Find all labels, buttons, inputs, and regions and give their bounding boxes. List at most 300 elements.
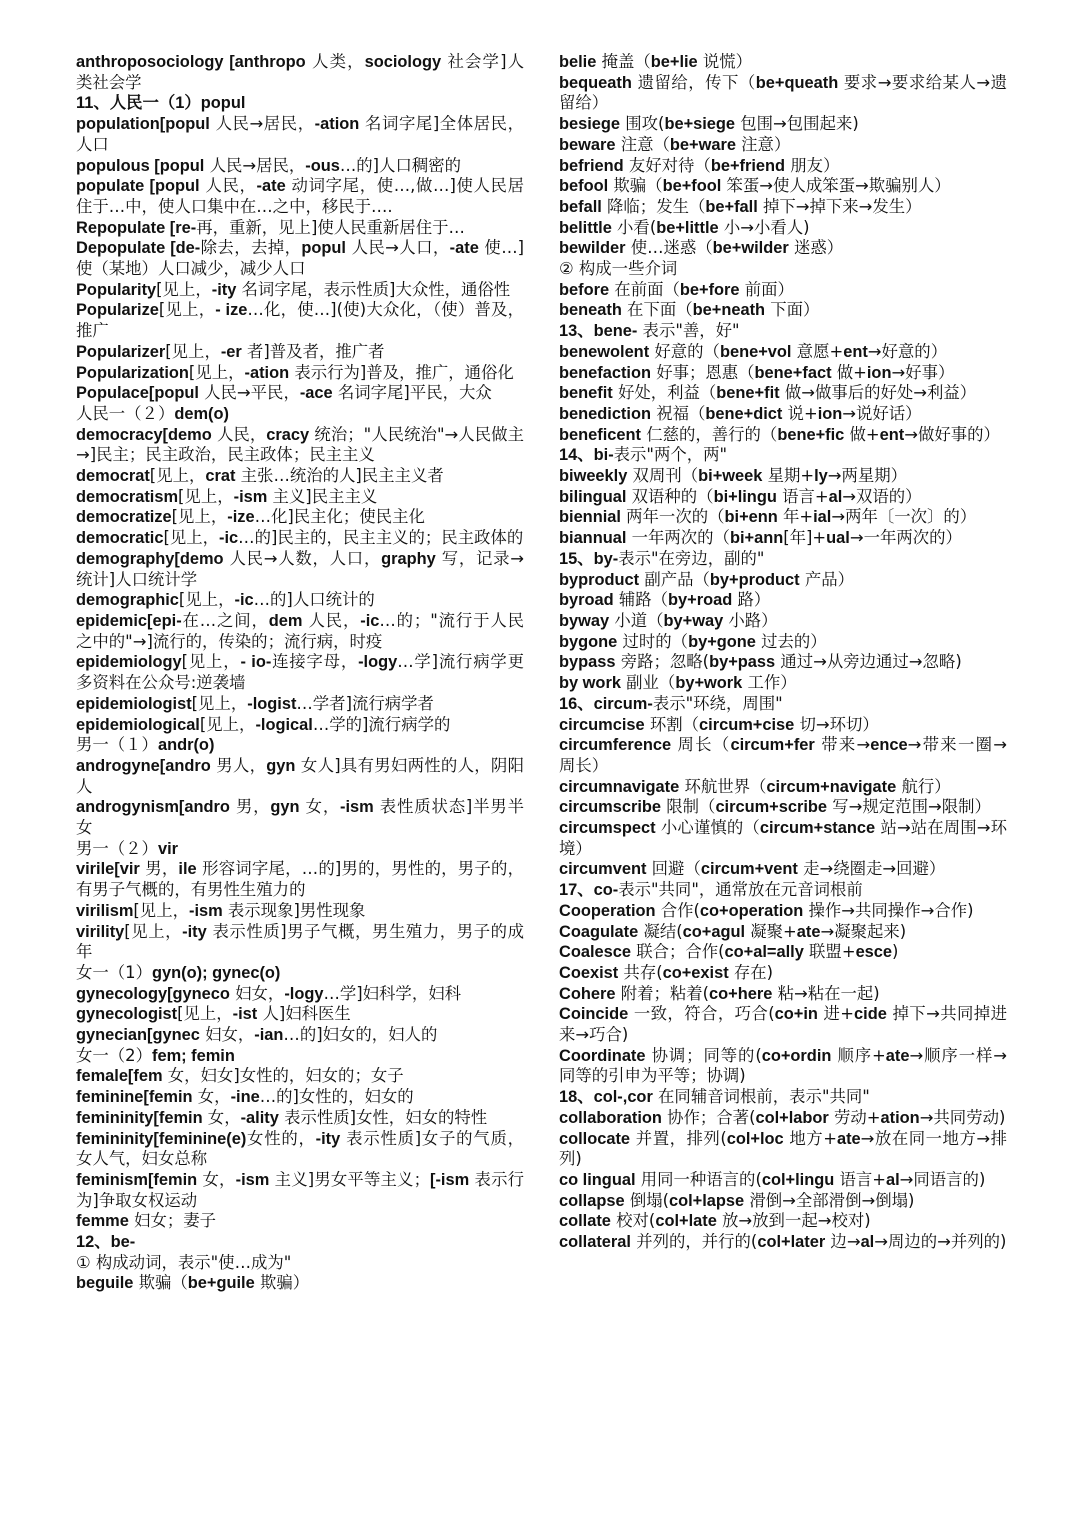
entry-gloss: 女性的， xyxy=(246,1128,316,1148)
entry-gloss: →顺序一样→同等的引申为平等；协调) xyxy=(559,1045,1007,1086)
vocab-entry xyxy=(559,52,1007,73)
entry-term: -ate xyxy=(449,239,479,258)
entry-gloss: 倒塌( xyxy=(624,1190,669,1210)
entry-term: Popularize xyxy=(76,301,159,320)
entry-gloss: 站→站在周围→环境） xyxy=(559,818,1007,858)
entry-term: co+exist xyxy=(662,963,729,982)
vocab-entry xyxy=(76,984,524,1005)
entry-term: co lingual xyxy=(559,1170,636,1189)
entry-term: graphy xyxy=(381,549,436,568)
entry-term: collaboration xyxy=(559,1108,662,1127)
entry-gloss: 过去的） xyxy=(755,631,827,651)
entry-gloss: 在下面（ xyxy=(621,300,693,320)
entry-term: democracy[demo xyxy=(76,425,212,444)
entry-term: ile xyxy=(178,860,197,879)
vocab-entry xyxy=(76,280,524,301)
entry-gloss: 妇女， xyxy=(199,1025,255,1045)
vocab-entry xyxy=(559,321,1007,342)
entry-term: be+friend xyxy=(710,156,786,175)
vocab-entry xyxy=(559,238,1007,259)
vocab-entry xyxy=(76,859,524,900)
entry-term: be+lie xyxy=(650,53,698,71)
entry-term: gynecology[gyneco xyxy=(76,984,230,1003)
vocab-entry xyxy=(559,715,1007,736)
entry-term: population[popul xyxy=(76,115,210,134)
entry-term: circum+scribe xyxy=(715,798,828,817)
entry-gloss: [见上， xyxy=(181,652,241,672)
entry-gloss: …化]民主化；使民主化 xyxy=(254,507,425,527)
vocab-entry xyxy=(559,135,1007,156)
vocab-entry xyxy=(76,114,524,155)
vocab-entry xyxy=(76,1232,524,1253)
entry-gloss: [见上， xyxy=(158,300,216,320)
entry-gloss: 放→放到一起→校对) xyxy=(716,1211,871,1231)
entry-term: ion xyxy=(866,363,892,382)
vocab-entry xyxy=(559,507,1007,528)
vocab-entry xyxy=(76,1108,524,1129)
vocab-entry xyxy=(76,218,524,239)
entry-gloss: 表示"环绕，周围" xyxy=(652,693,783,713)
entry-gloss: 名词字尾]平民，大众 xyxy=(332,383,492,403)
entry-term: col+lapse xyxy=(669,1191,745,1210)
entry-gloss: 在前面（ xyxy=(609,279,680,299)
entry-term: benewolent xyxy=(559,342,650,361)
entry-term: be+ware xyxy=(669,135,736,154)
entry-gloss: 表示"两个，两" xyxy=(613,445,728,465)
entry-gloss: 掉下→共同掉进来→巧合) xyxy=(559,1004,1007,1045)
entry-term: bewilder xyxy=(559,239,626,258)
entry-gloss: 迷惑） xyxy=(788,238,844,258)
entry-gloss: 航行） xyxy=(896,776,951,796)
entry-gloss: 动词字尾，使…,做…]使人民居住于…中，使人口集中在…之中，移民于…. xyxy=(76,176,524,216)
entry-term: al xyxy=(860,1233,875,1252)
entry-term: co+here xyxy=(709,984,773,1003)
entry-term: -ality xyxy=(240,1108,279,1127)
entry-term: co+al=ally xyxy=(724,943,804,962)
entry-gloss: 欺骗） xyxy=(254,1273,310,1293)
entry-gloss: 凝聚+ xyxy=(745,921,797,941)
entry-gloss: 笨蛋→使人成笨蛋→欺骗别人） xyxy=(721,176,951,196)
vocab-entry xyxy=(559,114,1007,135)
entry-term: byroad xyxy=(559,591,614,610)
entry-gloss: ① 构成动词，表示"使…成为" xyxy=(76,1252,292,1272)
entry-gloss: 注意） xyxy=(735,134,791,154)
entry-gloss: 语言+ xyxy=(834,1169,886,1189)
entry-term: by work xyxy=(559,674,621,693)
entry-term: ial xyxy=(813,508,832,527)
entry-term: -ism xyxy=(340,798,374,817)
vocab-entry xyxy=(559,984,1007,1005)
entry-term: dem(o) xyxy=(174,404,229,423)
entry-term: Coagulate xyxy=(559,922,639,941)
entry-gloss: 女一（2） xyxy=(76,1045,152,1065)
entry-term: 12、be- xyxy=(76,1233,136,1252)
entry-gloss: 做+ xyxy=(831,362,867,382)
entry-term: circumference xyxy=(559,736,672,755)
vocab-entry xyxy=(76,383,524,404)
entry-gloss: 女， xyxy=(202,1107,241,1127)
vocab-entry xyxy=(559,818,1007,859)
entry-term: crat xyxy=(205,467,236,486)
entry-term: Coincide xyxy=(559,1005,629,1024)
vocab-entry xyxy=(559,342,1007,363)
entry-term: Cooperation xyxy=(559,901,656,920)
vocab-entry xyxy=(76,342,524,363)
entry-term: gyn xyxy=(270,798,300,817)
entry-term: -ian xyxy=(254,1026,284,1045)
entry-term: co+in xyxy=(774,1005,818,1024)
entry-term: sociology xyxy=(364,53,442,71)
entry-gloss: [见上， xyxy=(133,900,189,920)
entry-gloss: 祝福（ xyxy=(650,403,706,423)
entry-term: ate xyxy=(885,1046,910,1065)
entry-gloss: 进+ xyxy=(817,1004,855,1024)
entry-gloss: 主义]民主主义 xyxy=(267,486,378,506)
entry-gloss: 滑倒→全部滑倒→倒塌) xyxy=(744,1190,915,1210)
entry-term: by+road xyxy=(668,591,733,610)
entry-gloss: 副业（ xyxy=(620,673,676,693)
entry-term: biweekly xyxy=(559,467,628,486)
entry-term: by+work xyxy=(675,674,743,693)
entry-gloss: 人类， xyxy=(305,52,365,71)
entry-term: circumspect xyxy=(559,819,656,838)
entry-term: femininity[feminine(e) xyxy=(76,1129,247,1148)
entry-term: -logy xyxy=(358,653,398,672)
entry-gloss: 在同辅音词根前，表示"共同" xyxy=(652,1087,870,1107)
entry-gloss: 人民， xyxy=(302,610,361,630)
entry-term: be+siege xyxy=(664,115,736,134)
vocab-entry xyxy=(76,1087,524,1108)
entry-gloss: 形容词字尾，…的]男的，男性的，男子的，有男子气概的，有男性生殖力的 xyxy=(76,859,524,900)
entry-gloss: →说好话） xyxy=(842,403,922,423)
entry-term: -ine xyxy=(230,1088,260,1107)
entry-gloss: 劳动+ xyxy=(828,1107,881,1127)
vocab-entry xyxy=(76,363,524,384)
entry-gloss: 欺骗（ xyxy=(608,176,663,196)
entry-gloss: …的；"流行于人民之中的"→]流行的，传染的；流行病，时疫 xyxy=(76,610,525,651)
entry-term: fem; femin xyxy=(152,1046,235,1065)
entry-term: biennial xyxy=(559,508,621,527)
entry-gloss: 女， xyxy=(299,797,341,817)
entry-term: benediction xyxy=(559,404,651,423)
entry-gloss: 旁路；忽略( xyxy=(615,652,710,672)
entry-term: virility xyxy=(76,922,125,941)
vocab-entry xyxy=(559,156,1007,177)
vocab-entry xyxy=(559,963,1007,984)
entry-term: bene+vol xyxy=(719,342,792,361)
entry-term: -ism xyxy=(235,1170,270,1189)
entry-term: benefaction xyxy=(559,363,651,382)
entry-gloss: 顺序+ xyxy=(831,1045,886,1065)
entry-term: gynecologist xyxy=(76,1005,178,1024)
entry-gloss: 路） xyxy=(732,590,771,610)
vocab-entry xyxy=(559,300,1007,321)
entry-term: benefit xyxy=(559,384,613,403)
vocab-entry xyxy=(559,859,1007,880)
vocab-entry xyxy=(76,756,524,797)
entry-term: col+late xyxy=(655,1212,717,1231)
entry-term: -logist xyxy=(247,694,297,713)
entry-term: virilism xyxy=(76,901,134,920)
entry-gloss: 除去，去掉， xyxy=(200,238,302,258)
entry-term: by+product xyxy=(709,570,800,589)
entry-gloss: 表示现象]男性现象 xyxy=(222,900,366,920)
entry-gloss: 做+ xyxy=(844,424,880,444)
entry-term: gyn(o); gynec(o) xyxy=(152,963,281,982)
entry-gloss: 协调；同等的( xyxy=(645,1045,762,1065)
vocab-entry xyxy=(559,1170,1007,1191)
entry-term: by+way xyxy=(663,611,724,630)
entry-gloss: 人民一（２） xyxy=(76,403,175,423)
entry-term: -ic xyxy=(234,591,254,610)
entry-term: bilingual xyxy=(559,487,627,506)
entry-gloss: 地方+ xyxy=(783,1128,837,1148)
vocab-entry xyxy=(76,466,524,487)
entry-term: circumnavigate xyxy=(559,777,680,796)
entry-term: androgyne[andro xyxy=(76,756,211,775)
entry-term: Cohere xyxy=(559,984,616,1003)
entry-gloss: 妇女；妻子 xyxy=(128,1211,217,1231)
entry-term: - io- xyxy=(240,653,272,672)
entry-gloss: 好处，利益（ xyxy=(612,383,717,403)
entry-term: be+fool xyxy=(662,177,722,196)
entry-gloss: 两年一次的（ xyxy=(620,507,725,527)
entry-term: Repopulate [re- xyxy=(76,218,197,237)
entry-term: gynecian[gynec xyxy=(76,1026,200,1045)
entry-term: bene+dict xyxy=(705,404,783,423)
entry-gloss: 回避（ xyxy=(646,859,701,879)
entry-gloss: …学的]流行病学的 xyxy=(312,714,451,734)
entry-gloss: 存在) xyxy=(728,962,774,982)
entry-term: befool xyxy=(559,177,609,196)
entry-term: 11、人民一（1）popul xyxy=(76,94,246,113)
entry-gloss: 切→环切） xyxy=(794,714,879,734)
vocab-entry xyxy=(559,259,1007,280)
entry-term: -ity xyxy=(315,1129,341,1148)
entry-gloss: [见上， xyxy=(156,279,212,299)
entry-term: androgynism[andro xyxy=(76,798,230,817)
entry-term: byproduct xyxy=(559,570,640,589)
vocab-entry xyxy=(559,73,1007,114)
vocab-entry xyxy=(76,1273,524,1294)
entry-term: -ic xyxy=(219,529,239,548)
entry-gloss: ) xyxy=(892,942,899,962)
entry-gloss: 遗留给，传下（ xyxy=(631,72,756,92)
entry-gloss: 下面） xyxy=(765,300,820,320)
entry-term: circum+navigate xyxy=(766,777,897,796)
entry-gloss: →同语言的) xyxy=(899,1169,986,1189)
entry-gloss: 前面） xyxy=(739,279,794,299)
entry-gloss: →周边的→并列的) xyxy=(874,1232,1007,1252)
entry-gloss: 表性质状态]半男半女 xyxy=(76,797,524,838)
vocab-entry xyxy=(559,797,1007,818)
vocab-entry xyxy=(76,611,524,652)
entry-gloss: ② 构成一些介词 xyxy=(559,259,678,279)
entry-gloss: 降临；发生（ xyxy=(601,196,706,216)
entry-term: -er xyxy=(220,342,242,361)
entry-term: 16、circum- xyxy=(559,694,653,713)
entry-gloss: 写→规定范围→限制） xyxy=(827,797,991,817)
entry-gloss: …化，使…](使)大众化，（使）普及，推广 xyxy=(76,300,524,341)
entry-gloss: 使…]使（某地）人口减少，减少人口 xyxy=(76,238,525,279)
entry-term: anthroposociology [anthropo xyxy=(76,53,306,71)
entry-term: epidemiologist xyxy=(76,694,192,713)
vocab-entry xyxy=(559,880,1007,901)
entry-term: femme xyxy=(76,1212,129,1231)
entry-gloss: 人民→人数，人口， xyxy=(223,548,382,568)
entry-term: ion xyxy=(817,404,843,423)
entry-gloss: 联合；合作( xyxy=(630,942,725,962)
entry-term: gyn xyxy=(266,756,296,775)
vocab-entry xyxy=(559,570,1007,591)
entry-gloss: →一年两次的） xyxy=(849,528,962,548)
vocab-entry xyxy=(559,528,1007,549)
entry-gloss: 女，妇女]女性的，妇女的；女子 xyxy=(162,1066,404,1086)
entry-term: Popularity xyxy=(76,280,157,299)
vocab-entry xyxy=(559,632,1007,653)
entry-gloss: →双语的） xyxy=(842,486,922,506)
vocab-entry xyxy=(559,363,1007,384)
entry-gloss: [见上， xyxy=(124,921,183,941)
entry-gloss: 使…迷惑（ xyxy=(625,238,713,258)
entry-term: cracy xyxy=(266,425,310,444)
entry-gloss: 名词字尾，表示性质]大众性，通俗性 xyxy=(236,279,511,299)
vocab-entry xyxy=(559,777,1007,798)
vocab-entry xyxy=(76,715,524,736)
entry-term: -logy xyxy=(284,984,324,1003)
entry-gloss: 连接字母， xyxy=(271,652,359,672)
entry-gloss: 朋友） xyxy=(785,155,840,175)
entry-term: beguile xyxy=(76,1274,134,1293)
entry-gloss: …的]妇女的，妇人的 xyxy=(283,1025,438,1045)
vocab-entry xyxy=(559,901,1007,922)
entry-gloss: →放在同一地方→排列) xyxy=(559,1128,1007,1169)
entry-term: ent xyxy=(879,425,905,444)
vocab-entry xyxy=(559,942,1007,963)
entry-term: bi+week xyxy=(698,467,763,486)
entry-gloss: 操作→共同操作→合作) xyxy=(803,900,974,920)
entry-term: demography[demo xyxy=(76,549,224,568)
vocab-entry xyxy=(559,383,1007,404)
entry-gloss: [见上， xyxy=(165,341,221,361)
entry-term: 15、by- xyxy=(559,549,619,568)
entry-gloss: 小路） xyxy=(723,610,778,630)
entry-gloss: 星期+ xyxy=(762,466,815,486)
vocab-entry xyxy=(559,1087,1007,1108)
entry-gloss: 通过→从旁边通过→忽略) xyxy=(775,652,962,672)
entry-gloss: 年+ xyxy=(777,507,814,527)
entry-gloss: [见上， xyxy=(178,486,234,506)
vocab-entry xyxy=(559,1232,1007,1253)
entry-gloss: 掉下→掉下来→发生） xyxy=(757,196,922,216)
entry-gloss: 副产品（ xyxy=(639,569,710,589)
entry-gloss: 说慌） xyxy=(697,52,753,71)
entry-term: be+wilder xyxy=(712,239,789,258)
entry-gloss: 围攻( xyxy=(620,114,665,134)
entry-gloss: 限制（ xyxy=(661,797,716,817)
entry-gloss: 人民→居民， xyxy=(204,155,306,175)
vocab-entry xyxy=(559,922,1007,943)
entry-term: byway xyxy=(559,611,610,630)
entry-term: ly xyxy=(814,467,828,486)
entry-gloss: 合作( xyxy=(655,900,700,920)
entry-term: - ize xyxy=(215,301,248,320)
entry-gloss: 注意（ xyxy=(615,134,670,154)
entry-gloss: 小心谨慎的（ xyxy=(655,818,760,838)
entry-term: bene+fic xyxy=(777,425,845,444)
entry-term: dem xyxy=(268,611,303,630)
entry-gloss: 要求→要求给某人→遗留给） xyxy=(559,72,1007,113)
entry-term: befriend xyxy=(559,156,624,175)
entry-gloss: 女， xyxy=(197,1169,236,1189)
entry-gloss: 仁慈的，善行的（ xyxy=(640,424,778,444)
vocab-entry xyxy=(76,425,524,466)
left-column xyxy=(76,52,524,1294)
entry-gloss: 表示"共同"，通常放在元音词根前 xyxy=(618,880,863,900)
entry-gloss: [见上， xyxy=(149,466,206,486)
entry-term: co+agul xyxy=(682,922,746,941)
vocab-entry xyxy=(76,156,524,177)
entry-gloss: 包围→包围起来) xyxy=(735,114,859,134)
entry-term: co+operation xyxy=(699,901,804,920)
vocab-entry xyxy=(559,652,1007,673)
entry-gloss: 小道（ xyxy=(609,610,664,630)
entry-term: before xyxy=(559,280,610,299)
entry-term: 18、col-,cor xyxy=(559,1088,653,1107)
entry-gloss: 表示性质]女子的气质，女人气，妇女总称 xyxy=(76,1128,525,1169)
vocab-entry xyxy=(76,901,524,922)
entry-term: bygone xyxy=(559,632,618,651)
entry-term: collocate xyxy=(559,1129,631,1148)
entry-term: co+ordin xyxy=(761,1046,832,1065)
vocab-entry xyxy=(76,1046,524,1067)
entry-term: bi+ann xyxy=(729,529,784,548)
vocab-entry xyxy=(559,549,1007,570)
vocab-entry xyxy=(76,549,524,590)
entry-gloss: 在…之间， xyxy=(181,610,269,630)
entry-gloss: 凝结( xyxy=(638,921,683,941)
entry-term: collate xyxy=(559,1212,611,1231)
entry-gloss: 男一（１） xyxy=(76,735,158,755)
vocab-entry xyxy=(76,487,524,508)
entry-gloss: 表示行为]普及，推广，通俗化 xyxy=(289,362,514,382)
entry-term: -ism xyxy=(188,901,223,920)
vocab-entry xyxy=(76,694,524,715)
entry-term: be+neath xyxy=(692,301,766,320)
entry-term: vir xyxy=(157,839,179,858)
entry-gloss: →做好事的） xyxy=(904,424,1000,444)
entry-term: beware xyxy=(559,135,616,154)
entry-term: belie xyxy=(559,53,597,71)
entry-gloss: →两年〔一次〕的） xyxy=(831,507,977,527)
entry-gloss: 共存( xyxy=(618,962,663,982)
vocab-entry xyxy=(76,652,524,693)
entry-term: ate xyxy=(796,922,821,941)
entry-gloss: 女一（1） xyxy=(76,962,152,982)
entry-gloss: [见上， xyxy=(191,693,248,713)
entry-gloss: →好意的） xyxy=(867,341,948,361)
entry-term: belittle xyxy=(559,218,612,237)
entry-gloss: 并列的，并行的( xyxy=(630,1232,758,1252)
entry-term: al xyxy=(828,487,843,506)
entry-term: circumvent xyxy=(559,860,647,879)
entry-gloss: 协作；合著( xyxy=(661,1107,756,1127)
entry-gloss: 粘→粘在一起) xyxy=(772,983,880,1003)
entry-gloss: 掩盖（ xyxy=(596,52,651,71)
entry-term: be+fore xyxy=(679,280,740,299)
entry-gloss: 人民→居民， xyxy=(209,114,315,134)
entry-term: collateral xyxy=(559,1233,631,1252)
